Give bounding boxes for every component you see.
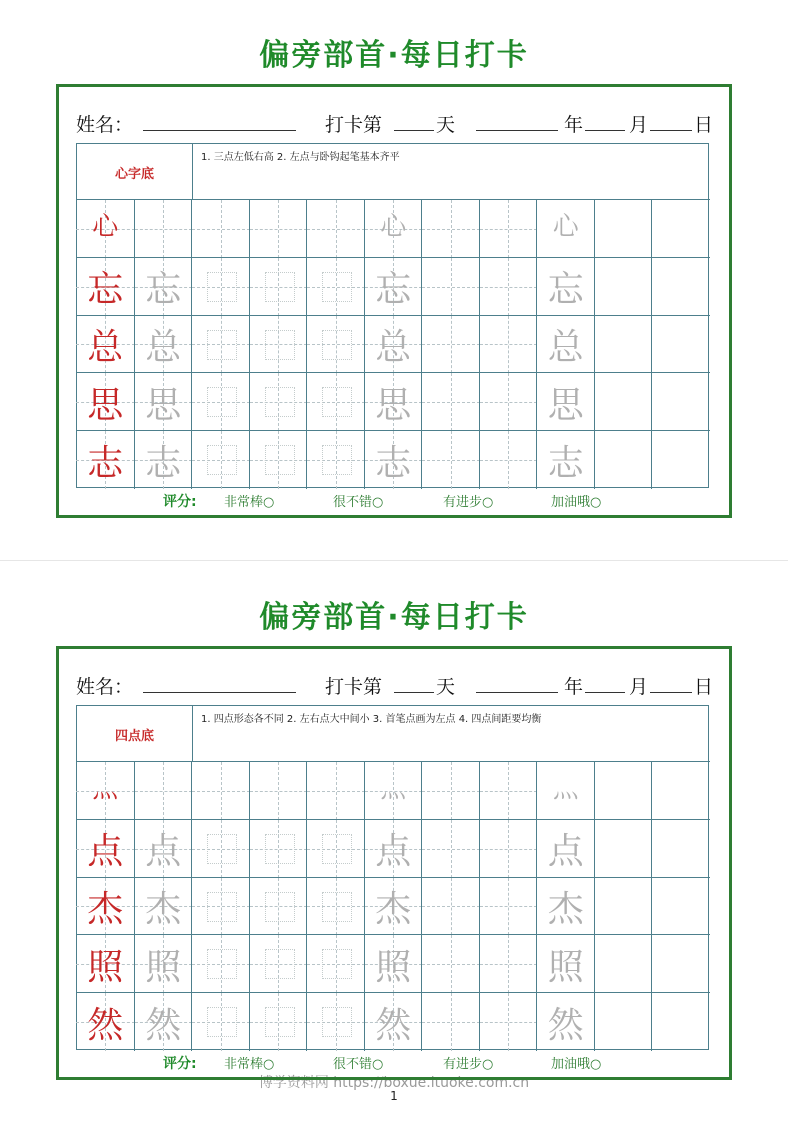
practice-cell[interactable] <box>536 761 595 820</box>
model-character: 心 <box>92 212 119 242</box>
practice-cell[interactable] <box>134 877 193 936</box>
guide-square <box>207 445 237 475</box>
trace-character: 志 <box>547 442 584 484</box>
practice-cell[interactable] <box>364 257 423 316</box>
rating-label-text: 评分: <box>163 1056 197 1072</box>
day-label-prefix: 打卡第 <box>325 114 383 136</box>
sheet-title: 偏旁部首·每日打卡 <box>259 38 529 73</box>
trace-character: 杰 <box>145 888 182 930</box>
guide-square <box>322 949 352 979</box>
name-input-line[interactable] <box>143 130 296 131</box>
practice-cell[interactable] <box>421 430 480 489</box>
practice-cell[interactable] <box>191 819 250 878</box>
date-label: 日 <box>694 114 714 136</box>
practice-cell[interactable] <box>594 934 653 993</box>
trace-character: 然 <box>145 1004 182 1046</box>
guide-line-v <box>508 762 509 820</box>
guide-line-v <box>508 878 509 936</box>
practice-cell[interactable] <box>134 430 193 489</box>
guide-line-v <box>508 373 509 431</box>
practice-cell[interactable] <box>479 934 538 993</box>
practice-cell[interactable] <box>134 992 193 1051</box>
practice-cell[interactable] <box>76 257 135 316</box>
practice-cell[interactable] <box>421 761 480 820</box>
practice-cell[interactable] <box>479 430 538 489</box>
guide-line-v <box>163 200 164 258</box>
guide-square <box>322 387 352 417</box>
date-label: 日 <box>694 676 714 698</box>
guide-square <box>265 1007 295 1037</box>
guide-line-v <box>508 993 509 1051</box>
footer-watermark: 博学资料网 https://boxue.ltuoke.com.cn <box>258 1075 530 1091</box>
practice-cell[interactable] <box>651 430 710 489</box>
guide-square <box>207 272 237 302</box>
practice-cell[interactable] <box>306 819 365 878</box>
guide-square <box>265 834 295 864</box>
date-input-line[interactable] <box>650 130 692 131</box>
practice-cell[interactable] <box>134 819 193 878</box>
practice-cell[interactable] <box>191 761 250 820</box>
practice-cell[interactable] <box>651 315 710 374</box>
practice-cell[interactable] <box>536 199 595 258</box>
practice-cell[interactable] <box>191 430 250 489</box>
guide-line-v <box>451 762 452 820</box>
day-label-prefix: 打卡第 <box>325 676 383 698</box>
practice-cell[interactable] <box>364 877 423 936</box>
practice-cell[interactable] <box>651 199 710 258</box>
trace-character: 点 <box>547 831 584 873</box>
guide-line-v <box>451 431 452 489</box>
guide-square <box>265 330 295 360</box>
month-label: 月 <box>629 676 649 698</box>
practice-cell[interactable] <box>191 934 250 993</box>
year-input-line[interactable] <box>476 130 558 131</box>
guide-line-v <box>451 316 452 374</box>
rating-option[interactable]: 非常棒○ <box>224 1057 275 1072</box>
guide-line-v <box>221 200 222 258</box>
guide-square <box>265 949 295 979</box>
practice-cell[interactable] <box>76 430 135 489</box>
trace-character: 照 <box>145 946 182 988</box>
practice-cell[interactable] <box>479 257 538 316</box>
practice-cell[interactable] <box>306 934 365 993</box>
practice-cell[interactable] <box>364 992 423 1051</box>
practice-cell[interactable] <box>249 992 308 1051</box>
practice-cell[interactable] <box>651 257 710 316</box>
guide-square <box>322 1007 352 1037</box>
guide-square <box>265 892 295 922</box>
practice-cell[interactable] <box>249 761 308 820</box>
practice-cell[interactable] <box>364 819 423 878</box>
trace-character: 忘 <box>375 269 412 311</box>
guide-line-v <box>163 762 164 820</box>
guide-line-v <box>508 200 509 258</box>
guide-line-v <box>508 935 509 993</box>
guide-line-v <box>336 200 337 258</box>
model-character: 照 <box>87 946 124 988</box>
sheet-title: 偏旁部首·每日打卡 <box>259 600 529 635</box>
guide-line-v <box>451 200 452 258</box>
radical-name: 心字底 <box>77 144 193 200</box>
practice-cell[interactable] <box>76 761 135 820</box>
practice-cell[interactable] <box>594 430 653 489</box>
trace-character: 然 <box>375 1004 412 1046</box>
practice-cell[interactable] <box>249 934 308 993</box>
practice-cell[interactable] <box>134 257 193 316</box>
practice-cell[interactable] <box>191 257 250 316</box>
rating-option[interactable]: 加油哦○ <box>551 495 602 510</box>
practice-cell[interactable] <box>306 315 365 374</box>
practice-cell[interactable] <box>191 315 250 374</box>
practice-cell[interactable] <box>479 372 538 431</box>
guide-square <box>322 892 352 922</box>
practice-cell[interactable] <box>249 430 308 489</box>
guide-square <box>322 272 352 302</box>
practice-cell[interactable] <box>536 430 595 489</box>
practice-sheet <box>0 0 788 540</box>
guide-line-v <box>451 935 452 993</box>
practice-cell[interactable] <box>536 315 595 374</box>
guide-square <box>207 892 237 922</box>
month-input-line[interactable] <box>585 130 625 131</box>
day-label-suffix: 天 <box>436 676 456 698</box>
model-character: 忘 <box>87 269 124 311</box>
practice-cell[interactable] <box>594 992 653 1051</box>
page-divider <box>0 560 788 561</box>
month-input-line[interactable] <box>585 692 625 693</box>
practice-cell[interactable] <box>479 761 538 820</box>
practice-cell[interactable] <box>651 819 710 878</box>
practice-cell[interactable] <box>651 992 710 1051</box>
guide-square <box>322 445 352 475</box>
practice-cell[interactable] <box>134 199 193 258</box>
practice-table <box>76 143 709 488</box>
practice-cell[interactable] <box>306 992 365 1051</box>
practice-cell[interactable] <box>536 819 595 878</box>
trace-character: 忘 <box>547 269 584 311</box>
practice-cell[interactable] <box>249 199 308 258</box>
trace-character: 点 <box>145 831 182 873</box>
trace-character: 灬 <box>552 774 579 804</box>
practice-cell[interactable] <box>536 877 595 936</box>
practice-cell[interactable] <box>651 877 710 936</box>
practice-cell[interactable] <box>421 819 480 878</box>
trace-character: 然 <box>547 1004 584 1046</box>
rating-option[interactable]: 有进步○ <box>443 1057 494 1072</box>
trace-character: 总 <box>375 326 412 368</box>
practice-cell[interactable] <box>421 877 480 936</box>
practice-cell[interactable] <box>364 761 423 820</box>
date-input-line[interactable] <box>650 692 692 693</box>
practice-cell[interactable] <box>249 372 308 431</box>
writing-tips: 1. 三点左低右高 2. 左点与卧钩起笔基本齐平 <box>201 152 400 163</box>
trace-character: 总 <box>547 326 584 368</box>
practice-cell[interactable] <box>421 992 480 1051</box>
guide-square <box>207 387 237 417</box>
practice-cell[interactable] <box>76 372 135 431</box>
practice-cell[interactable] <box>134 761 193 820</box>
model-character: 总 <box>87 326 124 368</box>
rating-label <box>163 1053 197 1073</box>
practice-cell[interactable] <box>651 372 710 431</box>
practice-cell[interactable] <box>479 819 538 878</box>
trace-character: 思 <box>547 384 584 426</box>
practice-cell[interactable] <box>306 257 365 316</box>
practice-cell[interactable] <box>479 199 538 258</box>
practice-cell[interactable] <box>479 877 538 936</box>
practice-cell[interactable] <box>364 199 423 258</box>
practice-cell[interactable] <box>421 372 480 431</box>
rating-option[interactable]: 非常棒○ <box>224 495 275 510</box>
rating-option[interactable]: 加油哦○ <box>551 1057 602 1072</box>
day-input-line[interactable] <box>394 130 434 131</box>
guide-square <box>207 1007 237 1037</box>
practice-cell[interactable] <box>421 934 480 993</box>
practice-cell[interactable] <box>364 315 423 374</box>
guide-line-v <box>451 993 452 1051</box>
trace-character: 思 <box>145 384 182 426</box>
practice-cell[interactable] <box>191 992 250 1051</box>
month-label: 月 <box>629 114 649 136</box>
practice-cell[interactable] <box>76 315 135 374</box>
page-number: 1 <box>390 1089 398 1103</box>
practice-cell[interactable] <box>191 877 250 936</box>
trace-character: 志 <box>375 442 412 484</box>
trace-character: 照 <box>375 946 412 988</box>
model-character: 灬 <box>92 774 119 804</box>
practice-cell[interactable] <box>651 934 710 993</box>
practice-cell[interactable] <box>76 877 135 936</box>
year-label: 年 <box>564 114 584 136</box>
trace-character: 心 <box>552 212 579 242</box>
practice-cell[interactable] <box>421 199 480 258</box>
practice-cell[interactable] <box>594 761 653 820</box>
practice-cell[interactable] <box>191 372 250 431</box>
practice-cell[interactable] <box>306 372 365 431</box>
writing-tips: 1. 四点形态各不同 2. 左右点大中间小 3. 首笔点画为左点 4. 四点间距要均衡 <box>201 714 542 725</box>
practice-cell[interactable] <box>306 430 365 489</box>
guide-line-v <box>278 200 279 258</box>
practice-cell[interactable] <box>536 992 595 1051</box>
guide-line-v <box>508 431 509 489</box>
trace-character: 思 <box>375 384 412 426</box>
practice-cell[interactable] <box>594 372 653 431</box>
name-label: 姓名： <box>76 676 134 698</box>
practice-cell[interactable] <box>249 257 308 316</box>
rating-option[interactable]: 很不错○ <box>333 1057 384 1072</box>
rating-label <box>163 491 197 511</box>
practice-cell[interactable] <box>421 315 480 374</box>
model-character: 志 <box>87 442 124 484</box>
rating-option[interactable]: 很不错○ <box>333 495 384 510</box>
year-label: 年 <box>564 676 584 698</box>
model-character: 思 <box>87 384 124 426</box>
practice-cell[interactable] <box>536 372 595 431</box>
trace-character: 志 <box>145 442 182 484</box>
guide-square <box>265 272 295 302</box>
practice-cell[interactable] <box>306 761 365 820</box>
name-label: 姓名： <box>76 114 134 136</box>
practice-cell[interactable] <box>479 992 538 1051</box>
practice-cell[interactable] <box>364 934 423 993</box>
practice-cell[interactable] <box>594 877 653 936</box>
guide-square <box>322 330 352 360</box>
guide-line-v <box>221 762 222 820</box>
trace-character: 忘 <box>145 269 182 311</box>
trace-character: 杰 <box>547 888 584 930</box>
practice-cell[interactable] <box>594 257 653 316</box>
guide-line-v <box>451 820 452 878</box>
guide-square <box>207 834 237 864</box>
practice-cell[interactable] <box>594 819 653 878</box>
year-input-line[interactable] <box>476 692 558 693</box>
practice-cell[interactable] <box>76 992 135 1051</box>
practice-cell[interactable] <box>134 934 193 993</box>
practice-cell[interactable] <box>651 761 710 820</box>
practice-cell[interactable] <box>134 372 193 431</box>
guide-square <box>265 445 295 475</box>
practice-cell[interactable] <box>421 257 480 316</box>
guide-square <box>322 834 352 864</box>
guide-line-v <box>451 258 452 316</box>
trace-character: 点 <box>375 831 412 873</box>
guide-line-v <box>508 258 509 316</box>
model-character: 点 <box>87 831 124 873</box>
day-input-line[interactable] <box>394 692 434 693</box>
rating-label-text: 评分: <box>163 494 197 510</box>
day-label-suffix: 天 <box>436 114 456 136</box>
practice-cell[interactable] <box>536 257 595 316</box>
trace-character: 心 <box>380 212 407 242</box>
practice-cell[interactable] <box>479 315 538 374</box>
guide-line-v <box>508 316 509 374</box>
guide-square <box>207 949 237 979</box>
practice-cell[interactable] <box>306 199 365 258</box>
guide-line-v <box>451 878 452 936</box>
practice-cell[interactable] <box>191 199 250 258</box>
practice-sheet <box>0 562 788 1102</box>
guide-line-v <box>336 762 337 820</box>
trace-character: 杰 <box>375 888 412 930</box>
practice-cell[interactable] <box>134 315 193 374</box>
trace-character: 灬 <box>380 774 407 804</box>
model-character: 杰 <box>87 888 124 930</box>
guide-square <box>265 387 295 417</box>
practice-cell[interactable] <box>364 372 423 431</box>
radical-name: 四点底 <box>77 706 193 762</box>
practice-cell[interactable] <box>76 819 135 878</box>
practice-cell[interactable] <box>76 199 135 258</box>
guide-line-v <box>278 762 279 820</box>
practice-cell[interactable] <box>249 877 308 936</box>
trace-character: 照 <box>547 946 584 988</box>
name-input-line[interactable] <box>143 692 296 693</box>
rating-option[interactable]: 有进步○ <box>443 495 494 510</box>
practice-cell[interactable] <box>306 877 365 936</box>
trace-character: 总 <box>145 326 182 368</box>
practice-cell[interactable] <box>594 315 653 374</box>
practice-cell[interactable] <box>594 199 653 258</box>
practice-cell[interactable] <box>536 934 595 993</box>
guide-square <box>207 330 237 360</box>
model-character: 然 <box>87 1004 124 1046</box>
practice-table <box>76 705 709 1050</box>
practice-cell[interactable] <box>364 430 423 489</box>
practice-cell[interactable] <box>249 819 308 878</box>
guide-line-v <box>451 373 452 431</box>
practice-cell[interactable] <box>76 934 135 993</box>
practice-cell[interactable] <box>249 315 308 374</box>
guide-line-v <box>508 820 509 878</box>
